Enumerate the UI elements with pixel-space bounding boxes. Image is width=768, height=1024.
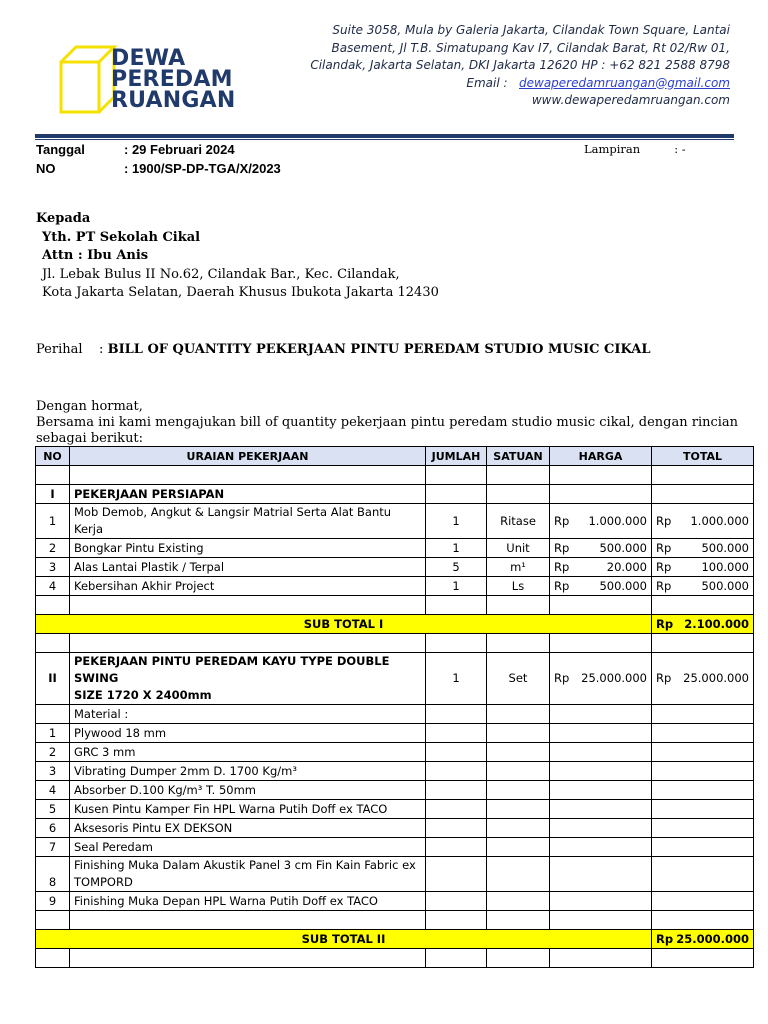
table-row <box>36 504 754 539</box>
row-qty: 1 <box>426 539 487 558</box>
row-desc: Kebersihan Akhir Project <box>70 577 426 596</box>
subtotal-value: 2.100.000 <box>684 616 749 631</box>
section-title: PEKERJAAN PERSIAPAN <box>70 485 426 504</box>
logo-cube-icon <box>58 44 118 116</box>
row-total <box>652 558 754 577</box>
empty-row <box>36 911 754 930</box>
price-value: 500.000 <box>599 540 647 555</box>
row-qty: 1 <box>426 653 487 705</box>
row-unit: Ls <box>487 577 550 596</box>
subject-line <box>36 342 650 357</box>
list-item <box>36 743 754 762</box>
currency: Rp <box>656 578 672 593</box>
currency: Rp <box>554 540 570 555</box>
currency: Rp <box>554 513 570 528</box>
website[interactable]: www.dewaperedamruangan.com <box>531 93 730 107</box>
list-item <box>36 819 754 838</box>
logo-line-1: DEWA <box>111 46 186 71</box>
row-no: 2 <box>36 743 70 762</box>
subtotal-label: SUB TOTAL I <box>36 615 652 634</box>
currency: Rp <box>656 671 672 685</box>
row-price <box>550 558 652 577</box>
row-no: 4 <box>36 577 70 596</box>
logo-line-3: RUANGAN <box>111 88 236 113</box>
header-total: TOTAL <box>652 447 754 466</box>
row-desc: Vibrating Dumper 2mm D. 1700 Kg/m³ <box>70 762 426 781</box>
empty-row <box>36 466 754 485</box>
subtotal-value-cell <box>652 615 754 634</box>
empty-row <box>36 949 754 968</box>
row-desc-line-1: Finishing Muka Dalam Akustik Panel 3 cm Fin Kain Fabric ex <box>74 858 416 872</box>
row-unit: Ritase <box>487 504 550 539</box>
recipient-attn: Attn : Ibu Anis <box>42 248 149 263</box>
no-label: NO <box>36 161 56 176</box>
table-row <box>36 705 754 724</box>
total-value: 500.000 <box>701 540 749 555</box>
empty-row <box>36 596 754 615</box>
recipient-block <box>36 210 439 303</box>
letter-meta <box>36 140 281 178</box>
list-item <box>36 892 754 911</box>
total-value: 500.000 <box>701 578 749 593</box>
header-jumlah: JUMLAH <box>426 447 487 466</box>
table-row <box>36 558 754 577</box>
row-no: 2 <box>36 539 70 558</box>
row-no: 3 <box>36 762 70 781</box>
greeting-line-1: Dengan hormat, <box>36 399 143 414</box>
section-no: II <box>36 653 70 705</box>
subtotal-label: SUB TOTAL II <box>36 930 652 949</box>
currency: Rp <box>656 559 672 574</box>
no-value: : 1900/SP-DP-TGA/X/2023 <box>124 161 281 176</box>
perihal-subject: BILL OF QUANTITY PEKERJAAN PINTU PEREDAM STUDIO MUSIC CIKAL <box>107 342 651 357</box>
lampiran <box>584 142 686 156</box>
row-no: 7 <box>36 838 70 857</box>
row-price <box>550 504 652 539</box>
list-item <box>36 800 754 819</box>
row-no: 4 <box>36 781 70 800</box>
header-harga: HARGA <box>550 447 652 466</box>
perihal-sep: : <box>99 342 104 357</box>
price-value: 1.000.000 <box>588 513 647 528</box>
boq-table <box>35 446 754 968</box>
currency: Rp <box>656 513 672 528</box>
logo-wordmark <box>111 48 235 111</box>
row-desc: Finishing Muka Depan HPL Warna Putih Doff ex TACO <box>70 892 426 911</box>
total-value: 100.000 <box>701 559 749 574</box>
list-item <box>36 781 754 800</box>
lampiran-value: : - <box>674 142 686 156</box>
total-value: 1.000.000 <box>690 513 749 528</box>
perihal-label: Perihal <box>36 342 83 357</box>
company-address <box>290 22 730 110</box>
row-qty: 1 <box>426 504 487 539</box>
row-price <box>550 577 652 596</box>
section-title-line-2: SIZE 1720 X 2400mm <box>74 688 212 702</box>
price-value: 20.000 <box>606 559 647 574</box>
list-item <box>36 857 754 892</box>
section-row <box>36 653 754 705</box>
subtotal-row <box>36 930 754 949</box>
row-desc: Seal Peredam <box>70 838 426 857</box>
lampiran-label: Lampiran <box>584 142 641 156</box>
table-header-row <box>36 447 754 466</box>
row-qty: 5 <box>426 558 487 577</box>
total-value: 25.000.000 <box>683 671 749 685</box>
subtotal-row <box>36 615 754 634</box>
row-no: 6 <box>36 819 70 838</box>
header-satuan: SATUAN <box>487 447 550 466</box>
row-desc: Alas Lantai Plastik / Terpal <box>70 558 426 577</box>
row-desc: Kusen Pintu Kamper Fin HPL Warna Putih Doff ex TACO <box>70 800 426 819</box>
section-no: I <box>36 485 70 504</box>
row-no: 1 <box>36 724 70 743</box>
row-unit: m¹ <box>487 558 550 577</box>
row-desc: Mob Demob, Angkut & Langsir Matrial Serta Alat Bantu Kerja <box>70 504 426 539</box>
section-title-line-1: PEKERJAAN PINTU PEREDAM KAYU TYPE DOUBLE SWING <box>74 654 390 685</box>
email-link[interactable]: dewaperedamruangan@gmail.com <box>519 75 730 90</box>
list-item <box>36 724 754 743</box>
row-desc: Aksesoris Pintu EX DEKSON <box>70 819 426 838</box>
row-no: 3 <box>36 558 70 577</box>
address-line-3: Cilandak, Jakarta Selatan, DKI Jakarta 12620 HP : +62 821 2588 8798 <box>310 58 730 72</box>
row-qty: 1 <box>426 577 487 596</box>
row-total <box>652 539 754 558</box>
header-uraian: URAIAN PEKERJAAN <box>70 447 426 466</box>
table-row <box>36 539 754 558</box>
tanggal-label: Tanggal <box>36 142 85 157</box>
row-desc: Absorber D.100 Kg/m³ T. 50mm <box>70 781 426 800</box>
currency: Rp <box>554 671 570 685</box>
row-unit: Set <box>487 653 550 705</box>
tanggal-value: : 29 Februari 2024 <box>124 142 235 157</box>
address-line-1: Suite 3058, Mula by Galeria Jakarta, Cilandak Town Square, Lantai <box>332 23 730 37</box>
material-label: Material : <box>70 705 426 724</box>
currency: Rp <box>656 540 672 555</box>
greeting <box>36 399 768 447</box>
recipient-address-2: Kota Jakarta Selatan, Daerah Khusus Ibukota Jakarta 12430 <box>42 285 439 300</box>
row-no: 9 <box>36 892 70 911</box>
section-title <box>70 653 426 705</box>
row-no: 8 <box>36 857 70 892</box>
row-desc: Plywood 18 mm <box>70 724 426 743</box>
row-desc: GRC 3 mm <box>70 743 426 762</box>
currency: Rp <box>554 559 570 574</box>
currency: Rp <box>656 931 674 946</box>
address-line-2: Basement, Jl T.B. Simatupang Kav I7, Cilandak Barat, Rt 02/Rw 01, <box>331 40 730 55</box>
row-no: 5 <box>36 800 70 819</box>
row-total <box>652 577 754 596</box>
currency: Rp <box>554 578 570 593</box>
row-unit: Unit <box>487 539 550 558</box>
greeting-line-2: Bersama ini kami mengajukan bill of quantity pekerjaan pintu peredam studio music cikal, dengan rincian sebagai berikut: <box>36 415 739 446</box>
subtotal-value-cell <box>652 930 754 949</box>
row-desc <box>70 857 426 892</box>
email-line <box>290 75 730 93</box>
header-divider <box>35 134 734 138</box>
row-price <box>550 539 652 558</box>
company-logo <box>58 44 238 116</box>
table-row <box>36 577 754 596</box>
row-price <box>550 653 652 705</box>
row-desc: Bongkar Pintu Existing <box>70 539 426 558</box>
recipient-address-1: Jl. Lebak Bulus II No.62, Cilandak Bar., Kec. Cilandak, <box>42 266 400 282</box>
currency: Rp <box>656 616 674 631</box>
subtotal-value: 25.000.000 <box>676 931 749 946</box>
recipient-name: Yth. PT Sekolah Cikal <box>42 229 201 245</box>
list-item <box>36 762 754 781</box>
list-item <box>36 838 754 857</box>
price-value: 25.000.000 <box>581 671 647 685</box>
logo-line-2: PEREDAM <box>111 67 233 92</box>
empty-row <box>36 634 754 653</box>
row-no: 1 <box>36 504 70 539</box>
header-no: NO <box>36 447 70 466</box>
row-total <box>652 653 754 705</box>
email-label: Email : <box>466 75 508 90</box>
price-value: 500.000 <box>599 578 647 593</box>
row-total <box>652 504 754 539</box>
section-row <box>36 485 754 504</box>
row-desc-line-2: TOMPORD <box>74 875 133 889</box>
kepada-label: Kepada <box>36 211 91 226</box>
